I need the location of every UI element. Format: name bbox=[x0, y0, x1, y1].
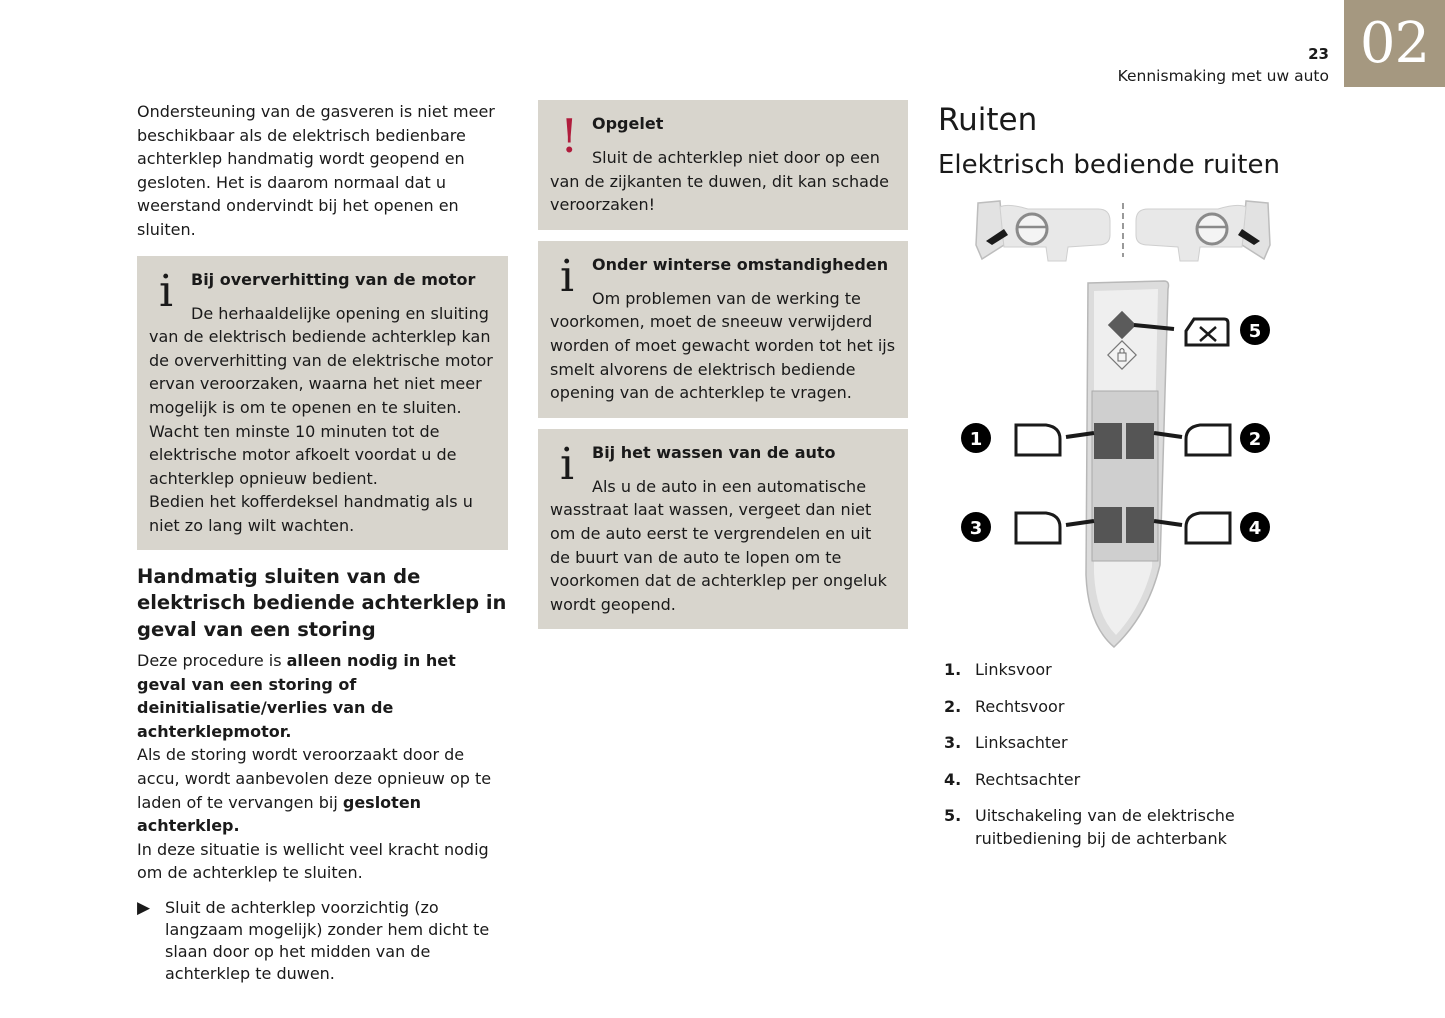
window-switch-illustration bbox=[938, 195, 1308, 655]
list-item-number: 3. bbox=[944, 733, 962, 752]
list-item-number: 1. bbox=[944, 660, 962, 679]
warning-body bbox=[550, 146, 896, 217]
warning-box bbox=[538, 100, 908, 230]
note-lead: De herhaaldelijke opening en sluiting bbox=[191, 303, 489, 323]
note-text-2: Bedien het kofferdeksel handmatig als u niet zo lang wilt wachten. bbox=[149, 492, 473, 535]
list-item-text: Linksvoor bbox=[975, 660, 1052, 679]
warning-title: Opgelet bbox=[592, 114, 664, 133]
list-item-number: 2. bbox=[944, 696, 962, 716]
note-title: Onder winterse omstandigheden bbox=[592, 254, 889, 274]
callout-2 bbox=[1240, 423, 1270, 453]
callout-2-label: 2 bbox=[1248, 429, 1262, 450]
callout-1 bbox=[961, 423, 991, 453]
section-name: Kennismaking met uw auto bbox=[1117, 67, 1329, 85]
force-paragraph: In deze situatie is wellicht veel kracht nodig om de achterklep te sluiten. bbox=[137, 839, 489, 883]
car-left-diagram-icon bbox=[976, 201, 1110, 261]
note-text: wasstraat laat wassen, vergeet dan niet om de auto eerst te vergrendelen en uit de buurt van de auto te lopen om te voorkomen dat de achterklep per ongeluk wordt geopend. bbox=[550, 500, 887, 614]
list-item-number: 4. bbox=[944, 769, 962, 789]
warning-lead: Sluit de achterklep niet door op een bbox=[592, 148, 880, 167]
column-right bbox=[938, 100, 1308, 182]
list-item-text: Rechtsachter bbox=[975, 769, 1081, 789]
procedure-paragraph bbox=[137, 649, 508, 743]
note-text: voorkomen, moet de sneeuw verwijderd worden of moet gewacht worden tot het ijs smelt alvorens de elektrisch bediende opening van de achterklep te vragen. bbox=[550, 312, 896, 403]
list-item-text: Linksachter bbox=[975, 733, 1068, 752]
note-title: Bij het wassen van de auto bbox=[592, 442, 836, 462]
car-right-diagram-icon bbox=[1136, 201, 1270, 261]
window-front-left-icon bbox=[1016, 425, 1094, 455]
triangle-bullet-icon: ▶ bbox=[137, 897, 151, 918]
column-middle bbox=[538, 100, 908, 629]
step-text: Sluit de achterklep voorzichtig (zo langzaam mogelijk) zonder hem dicht te slaan door op het midden van de achterklep te duwen. bbox=[165, 897, 490, 983]
callout-3 bbox=[961, 512, 991, 542]
window-rear-left-icon bbox=[1016, 513, 1094, 543]
note-title: Bij oververhitting van de motor bbox=[191, 269, 476, 289]
list-item bbox=[944, 731, 1274, 754]
window-rear-right-icon bbox=[1154, 513, 1230, 543]
note-body bbox=[550, 287, 896, 405]
section-subtitle: Elektrisch bediende ruiten bbox=[938, 150, 1280, 180]
warning-icon: ! bbox=[560, 109, 579, 163]
note-winter bbox=[538, 241, 908, 418]
procedure-text: Deze procedure is bbox=[137, 651, 287, 670]
note-lead: Om problemen van de werking te bbox=[592, 288, 861, 308]
battery-text: Als de storing wordt veroorzaakt door de accu, wordt aanbevolen deze opnieuw op te laden of te vervangen bij bbox=[137, 745, 492, 812]
battery-bold: gesloten achterklep. bbox=[137, 792, 422, 836]
info-icon: i bbox=[560, 250, 575, 302]
column-left bbox=[137, 100, 508, 985]
intro-paragraph: Ondersteuning van de gasveren is niet meer beschikbaar als de elektrisch bedienbare achterklep handmatig wordt geopend en gesloten. Het is daarom normaal dat u weerstand ondervindt bij het openen en sluiten. bbox=[137, 102, 495, 239]
list-item bbox=[944, 658, 1274, 681]
note-body bbox=[149, 302, 496, 538]
note-overheat bbox=[137, 256, 508, 550]
callout-3-label: 3 bbox=[969, 518, 983, 539]
list-item-text: Rechtsvoor bbox=[975, 696, 1065, 716]
subheading: Handmatig sluiten van de elektrisch bediende achterklep in geval van een storing bbox=[137, 564, 507, 641]
info-icon: i bbox=[560, 438, 575, 490]
note-body bbox=[550, 475, 896, 617]
legend-list bbox=[944, 658, 1274, 864]
section-title: Ruiten bbox=[938, 102, 1038, 138]
note-lead: Als u de auto in een automatische bbox=[592, 476, 867, 496]
list-item-text: Uitschakeling van de elektrische ruitbediening bij de achterbank bbox=[975, 806, 1235, 848]
list-item bbox=[944, 695, 1274, 718]
chapter-tab: 02 bbox=[1344, 0, 1445, 87]
note-text: van de elektrisch bediende achterklep kan de oververhitting van de elektrische motor ervan veroorzaken, waarna het niet meer mogelijk is om te openen en te sluiten. Wacht ten minste 10 minuten tot de elektrische motor afkoelt voordat u de achterklep opnieuw bedient. bbox=[149, 327, 493, 488]
callout-4 bbox=[1240, 512, 1270, 542]
warning-text: van de zijkanten te duwen, dit kan schade veroorzaken! bbox=[550, 171, 889, 215]
list-item bbox=[944, 804, 1274, 850]
note-wash bbox=[538, 429, 908, 630]
callout-5-label: 5 bbox=[1248, 321, 1262, 342]
procedure-bold: alleen nodig in het geval van een storing of deinitialisatie/verlies van de achterklepmotor. bbox=[137, 651, 456, 741]
callout-5 bbox=[1240, 315, 1270, 345]
info-icon: i bbox=[159, 265, 174, 317]
callout-1-label: 1 bbox=[969, 429, 983, 450]
window-front-right-icon bbox=[1154, 425, 1230, 455]
step-item bbox=[137, 897, 508, 985]
list-item-number: 5. bbox=[944, 806, 962, 825]
battery-paragraph bbox=[137, 743, 508, 837]
callout-4-label: 4 bbox=[1248, 518, 1262, 539]
list-item bbox=[944, 768, 1274, 791]
page-number: 23 bbox=[1308, 45, 1329, 63]
switch-panel bbox=[1086, 281, 1169, 647]
